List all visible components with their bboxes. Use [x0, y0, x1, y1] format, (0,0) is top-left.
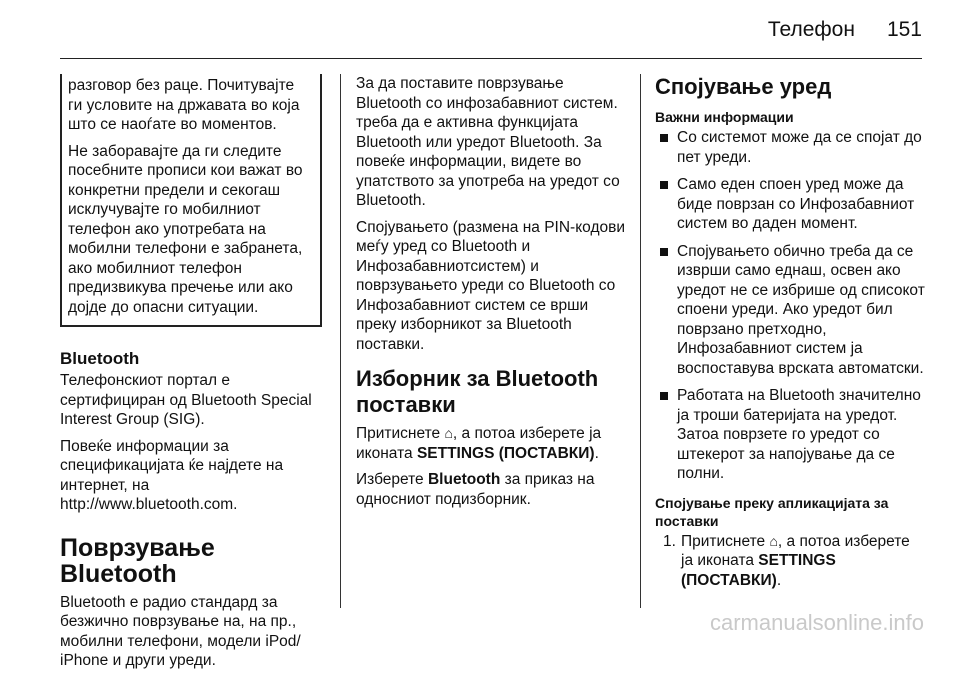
steps-list [655, 532, 925, 591]
instruction-paragraph [356, 424, 628, 463]
header-rule [60, 58, 922, 59]
home-icon: ⌂ [444, 425, 453, 441]
page-number: 151 [886, 18, 922, 41]
body-paragraph: Bluetooth е радио стандард за безжично поврзување на, на пр., мобилни телефони, модели iPod/ iPhone и други уреди. [60, 593, 301, 669]
text-run: . [776, 571, 782, 589]
step-item [655, 532, 925, 591]
text-run: , а потоа изберете ја иконата [681, 532, 910, 569]
section-heading-pairing: Спојување уред [655, 74, 832, 99]
warning-box [60, 74, 322, 327]
settings-label: SETTINGS (ПОСТАВКИ) [681, 552, 836, 589]
subsection-heading-settings-menu: Изборник за Bluetooth поставки [356, 366, 599, 417]
list-item: Само еден споен уред може да биде поврзан со Инфозабавниот систем во даден момент. [655, 175, 925, 234]
text-run: за приказ на односниот подизборник. [356, 471, 595, 508]
bluetooth-label: Bluetooth [427, 471, 501, 488]
warning-paragraph: разговор без раце. Почитувајте ги условите на државата во која што се наоѓате во моментов. [68, 77, 300, 133]
step-number: 1. [663, 532, 676, 550]
page-header [768, 18, 922, 42]
list-item: Со системот може да се спојат до пет уреди. [655, 128, 925, 167]
list-item: Работата на Bluetooth значително ја троши батеријата на уредот. Затоа поврзете го уредот со штекерот за напојување да се полни. [655, 386, 925, 484]
section-heading-bluetooth: Bluetooth [60, 349, 140, 368]
body-paragraph: Спојувањето (размена на PIN-кодови меѓу уред со Bluetooth и Инфозабавниотсистем) и поврзувањето уреди со Bluetooth со Инфозабавниот систем се врши преку изборникот за Bluetooth поставки. [356, 218, 626, 353]
section-heading-connection: Поврзување Bluetooth [60, 533, 215, 588]
body-paragraph: Повеќе информации за спецификацијата ќе најдете на интернет, на http://www.bluetooth.com. [60, 437, 284, 513]
important-list [655, 128, 925, 484]
text-run: . [594, 444, 599, 462]
watermark: carmanualsonline.info [709, 610, 924, 635]
column-2 [356, 74, 628, 516]
subheading-app-pairing: Спојување преку апликацијата за поставки [655, 494, 889, 529]
section-title: Телефон [767, 18, 855, 41]
subheading-important: Важни информации [655, 109, 794, 125]
list-item: Спојувањето обично треба да се изврши само еднаш, освен ако уредот не се избрише од списокот споени уреди. Ако уредот бил поврзано претходно, Инфозабавниот систем ја воспоставува врската автоматски. [655, 242, 925, 379]
home-icon: ⌂ [769, 532, 778, 549]
text-run: Изберете [356, 471, 428, 488]
column-1 [60, 74, 322, 678]
settings-label: SETTINGS (ПОСТАВКИ) [416, 444, 595, 462]
warning-paragraph: Не заборавајте да ги следите посебните прописи кои важат во конкретни предели и секогаш исклучувајте го мобилниот телефон ако употребата на мобилни телефони е забранета, ако мобилниот телефон предизвикува пречење или ако дојде до опасни ситуации. [68, 142, 303, 316]
text-run: Притиснете [356, 425, 445, 442]
instruction-paragraph [356, 470, 628, 509]
text-run: , а потоа изберете ја иконата [356, 425, 602, 462]
body-paragraph: Телефонскиот портал е сертифициран од Bluetooth Special Interest Group (SIG). [60, 372, 312, 428]
body-paragraph: За да поставите поврзување Bluetooth со инфозабавниот систем. треба да е активна функцијата Bluetooth или уредот Bluetooth. За повеќе информации, видете во упатството за употреба на уредот со Bluetooth. [356, 75, 620, 209]
column-divider [340, 74, 341, 608]
column-divider [640, 74, 641, 608]
text-run: Притиснете [681, 532, 770, 550]
column-3 [655, 74, 925, 598]
